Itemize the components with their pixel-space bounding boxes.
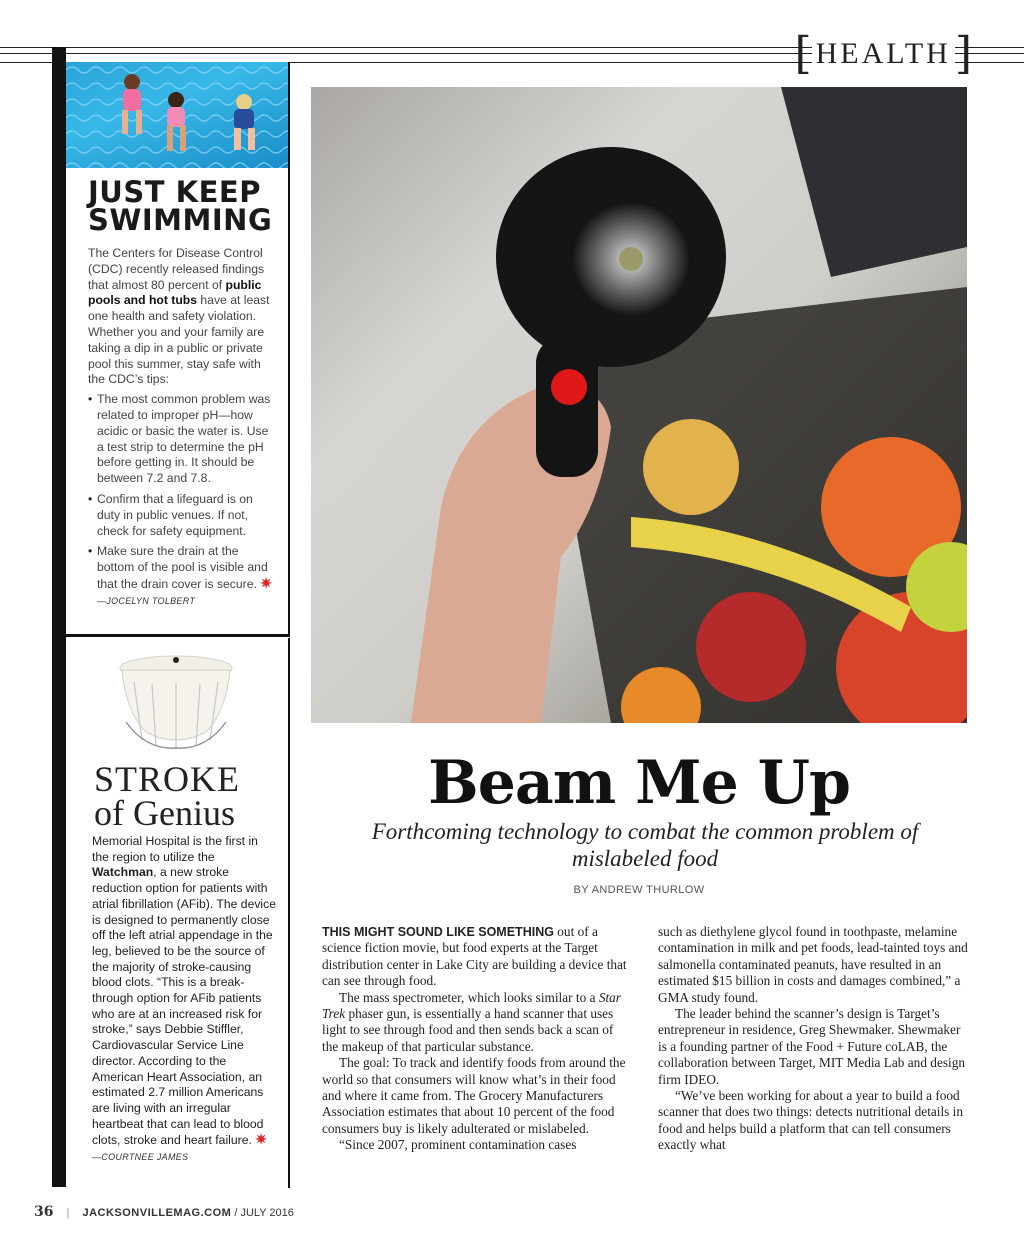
sidebar1-headline: JUST KEEP SWIMMING [88, 175, 273, 237]
sidebar2-headline-2: of Genius [94, 793, 235, 833]
page-footer [34, 1204, 294, 1220]
left-accent-bar [52, 47, 66, 1187]
food-scanner-image [311, 87, 967, 723]
footer-divider: | [66, 1207, 70, 1219]
section-tag [794, 28, 972, 79]
footer-issue: / JULY 2016 [234, 1207, 294, 1219]
list-item: • The most common problem was related to improper pH—how acidic or basic the water is. Use a test strip to determine the pH before getting in. It should be between 7.2 and 7.8. [88, 392, 272, 487]
footer-site: JACKSONVILLEMAG.COM [82, 1207, 232, 1219]
sidebar1-byline: —JOCELYN TOLBERT [97, 595, 196, 606]
sidebar-swimming [66, 62, 290, 637]
list-item: • Make sure the drain at the bottom of the pool is visible and that the drain cover is secure. ✷ —JOCELYN TOLBERT [88, 544, 272, 609]
article-byline: BY ANDREW THURLOW [573, 884, 705, 896]
scanner-photo [311, 87, 967, 723]
end-mark-icon: ✷ [260, 574, 272, 591]
article-title: Beam Me Up [428, 748, 850, 818]
sidebar1-body: The Centers for Disease Control (CDC) recently released findings that almost 80 percent of public pools and hot tubs have at least one health and safety violation. Whether you and your family are taking a dip in a public or private pool this summer, stay safe with the CDC’s tips: • The most common problem was related to improper pH—how acidic or basic the water is. Use a test strip to determine the pH before getting in. It should be between 7.2 and 7.8. • Confirm that a lifeguard is on duty in public venues. If not, check for safety equipment. • Make sure the drain at the bottom of the pool is visible and that the drain cover is secure. ✷ —JOCELYN TOLBERT [88, 246, 272, 615]
page-number: 36 [34, 1204, 54, 1220]
sidebar2-byline: —COURTNEE JAMES [92, 1152, 189, 1163]
sidebar2-body: Memorial Hospital is the first in the region to utilize the Watchman, a new stroke reduction option for patients with atrial fibrillation (AFib). The device is designed to permanently close off the left atrial appendage in the leg, believed to be the source of the majority of stroke-causing blood clots. “This is a break-through option for AFib patients who are at an increased risk for stroke,” says Debbie Stiffler, Cardiovascular Service Line director. According to the American Heart Association, an estimated 2.7 million Americans are living with an irregular heartbeat that can lead to blood clots, stroke and heart failure. ✷ —COURTNEE JAMES [92, 834, 277, 1163]
pool-photo [66, 62, 288, 168]
paragraph: The leader behind the scanner’s design is Target’s entrepreneur in residence, Greg Shewmaker. Shewmaker is a founding partner of the Food + Future coLAB, the collaboration between Target, MIT Media Lab and design firm IDEO. [658, 1006, 966, 1087]
kids-jumping-image [66, 62, 288, 168]
article-column-2 [658, 924, 968, 1154]
sidebar-stroke [66, 638, 290, 1188]
paragraph: The mass spectrometer, which looks similar to a Star Trek phaser gun, is essentially a hand scanner that uses light to see through food and then sends back a scan of the makeup of that particular substance. [322, 989, 621, 1054]
end-mark-icon: ✷ [255, 1131, 267, 1148]
tips-list [88, 392, 272, 609]
watchman-device-image [116, 652, 236, 752]
list-item: • Confirm that a lifeguard is on duty in public venues. If not, check for safety equipment. [88, 492, 272, 539]
paragraph: “We’ve been working for about a year to build a food scanner that does two things: detects nutritional details in food and helps build a platform that can tell consumers exactly what [658, 1088, 964, 1153]
paragraph: such as diethylene glycol found in toothpaste, melamine contamination in milk and pet foods, lead-tainted toys and salmonella contaminated peanuts, have resulted in an estimated $15 billion in costs and damages combined,” a GMA study found. [658, 924, 968, 1005]
article-column-1 [322, 924, 632, 1154]
article-deck: Forthcoming technology to combat the common problem of mislabeled food [371, 819, 919, 871]
lead-in: THIS MIGHT SOUND LIKE SOMETHING [322, 925, 554, 939]
bracket-left: [ [794, 28, 812, 79]
paragraph: “Since 2007, prominent contamination cases [339, 1137, 577, 1153]
paragraph: The goal: To track and identify foods from around the world so that consumers will know what’s in their food and where it came from. The Grocery Manufacturers Association estimates that about 10 percent of the food consumers buy is likely adulterated or mislabeled. [322, 1055, 626, 1136]
sidebar2-headline-1: STROKE [94, 759, 241, 799]
section-label: HEALTH [812, 37, 955, 71]
paragraph: THIS MIGHT SOUND LIKE SOMETHING out of a science fiction movie, but food experts at the Target distribution center in Lake City are building a device that can see through food. [322, 924, 627, 989]
bracket-right: ] [954, 28, 972, 79]
